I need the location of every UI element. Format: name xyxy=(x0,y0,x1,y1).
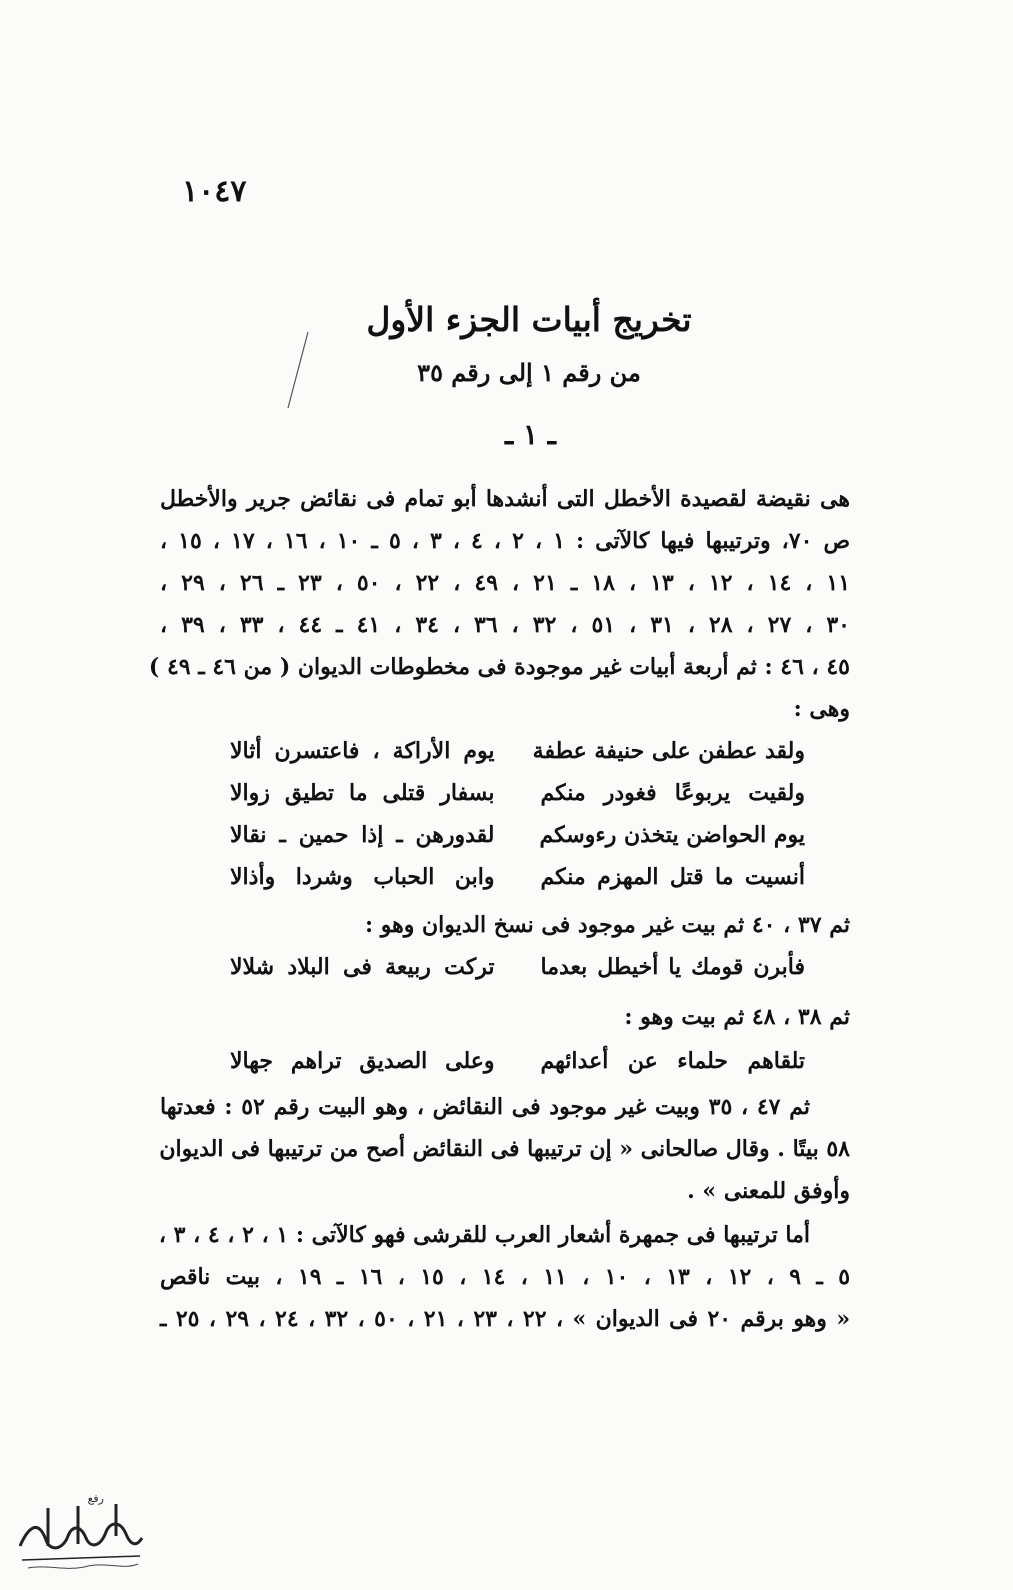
verses-group-1 xyxy=(160,730,850,898)
verse-line xyxy=(160,1040,850,1082)
text-line: ٥٨ بيتًا . وقال صالحانى « إن ترتيبها فى النقائض أصح من ترتيبها فى الديوان xyxy=(159,1136,850,1162)
text-line: ٣٠ ، ٢٧ ، ٢٨ ، ٣١ ، ٥١ ، ٣٢ ، ٣٦ ، ٣٤ ، ٤١ ـ ٤٤ ، ٣٣ ، ٣٩ ، xyxy=(160,612,850,638)
verse-first-hemistich: تلقاهم حلماء عن أعدائهم xyxy=(540,1048,805,1074)
text-line: « وهو برقم ٢٠ فى الديوان » ، ٢٢ ، ٢٣ ، ٢١ ، ٥٠ ، ٣٢ ، ٢٤ ، ٢٩ ، ٢٥ ـ xyxy=(160,1306,851,1332)
verse-line xyxy=(160,730,850,772)
text-line: ثم ٣٨ ، ٤٨ ثم بيت وهو : xyxy=(624,1004,850,1030)
verse-first-hemistich: يوم الحواضن يتخذن رءوسكم xyxy=(539,822,805,848)
verse-first-hemistich: ولقد عطفن على حنيفة عطفة xyxy=(532,738,805,764)
verse-second-hemistich: بسفار قتلى ما تطيق زوالا xyxy=(230,780,495,806)
page-title: تخريج أبيات الجزء الأول xyxy=(366,300,692,339)
verse-first-hemistich: ولقيت يربوعًا فغودر منكم xyxy=(540,780,805,806)
text-line: ص ٧٠، وترتيبها فيها كالآتى : ١ ، ٢ ، ٤ ، ٣ ، ٥ ـ ١٠ ، ١٦ ، ١٧ ، ١٥ ، xyxy=(160,528,851,554)
text-line: ٥ ـ ٩ ، ١٢ ، ١٣ ، ١٠ ، ١١ ، ١٤ ، ١٥ ، ١٦ ـ ١٩ ، بيت ناقص xyxy=(160,1264,851,1290)
verse-first-hemistich: أنسيت ما قتل المهزم منكم xyxy=(540,864,805,890)
verse-line xyxy=(160,946,850,988)
section-number: ـ ١ ـ xyxy=(505,418,556,451)
seal-label: رفع xyxy=(87,1492,104,1505)
text-line: ٤٥ ، ٤٦ : ثم أربعة أبيات غير موجودة فى مخطوطات الديوان ( من ٤٦ ـ ٤٩ ) xyxy=(148,654,850,680)
final-paragraph xyxy=(160,1214,850,1340)
verse-second-hemistich: تركت ربيعة فى البلاد شلالا xyxy=(230,954,495,980)
text-line: هى نقيضة لقصيدة الأخطل التى أنشدها أبو تمام فى نقائض جرير والأخطل xyxy=(160,486,850,512)
verse-2 xyxy=(160,946,850,988)
library-seal-stamp xyxy=(8,1488,148,1578)
verse-3 xyxy=(160,1040,850,1082)
intro-paragraph xyxy=(148,478,851,730)
verse-second-hemistich: يوم الأراكة ، فاعتسرن أثالا xyxy=(230,738,495,764)
text-line: ١١ ، ١٤ ، ١٢ ، ١٣ ، ١٨ ـ ٢١ ، ٤٩ ، ٢٢ ، ٥٠ ، ٢٣ ـ ٢٦ ، ٢٩ ، xyxy=(160,570,851,596)
verse-line xyxy=(160,814,850,856)
text-line: ثم ٣٧ ، ٤٠ ثم بيت غير موجود فى نسخ الديوان وهو : xyxy=(364,912,850,938)
closing-paragraph xyxy=(160,1086,850,1212)
text-line: وهى : xyxy=(793,696,850,722)
verse-second-hemistich: وابن الحباب وشردا وأذالا xyxy=(230,864,495,890)
mid-paragraph-1 xyxy=(160,904,850,946)
page-subtitle: من رقم ١ إلى رقم ٣٥ xyxy=(417,358,641,387)
verse-first-hemistich: فأبرن قومك يا أخيطل بعدما xyxy=(540,954,805,980)
text-line: أما ترتيبها فى جمهرة أشعار العرب للقرشى فهو كالآتى : ١ ، ٢ ، ٤ ، ٣ ، xyxy=(158,1222,810,1248)
verse-line xyxy=(160,856,850,898)
mid-paragraph-2 xyxy=(160,996,850,1038)
verse-line xyxy=(160,772,850,814)
verse-second-hemistich: وعلى الصديق تراهم جهالا xyxy=(230,1048,495,1074)
text-line: ثم ٤٧ ، ٣٥ وبيت غير موجود فى النقائض ، وهو البيت رقم ٥٢ : فعدتها xyxy=(160,1094,810,1120)
page-number: ١٠٤٧ xyxy=(182,174,247,209)
text-line: وأوفق للمعنى » . xyxy=(687,1178,850,1204)
verse-second-hemistich: لقدورهن ـ إذا حمين ـ نقالا xyxy=(230,822,495,848)
